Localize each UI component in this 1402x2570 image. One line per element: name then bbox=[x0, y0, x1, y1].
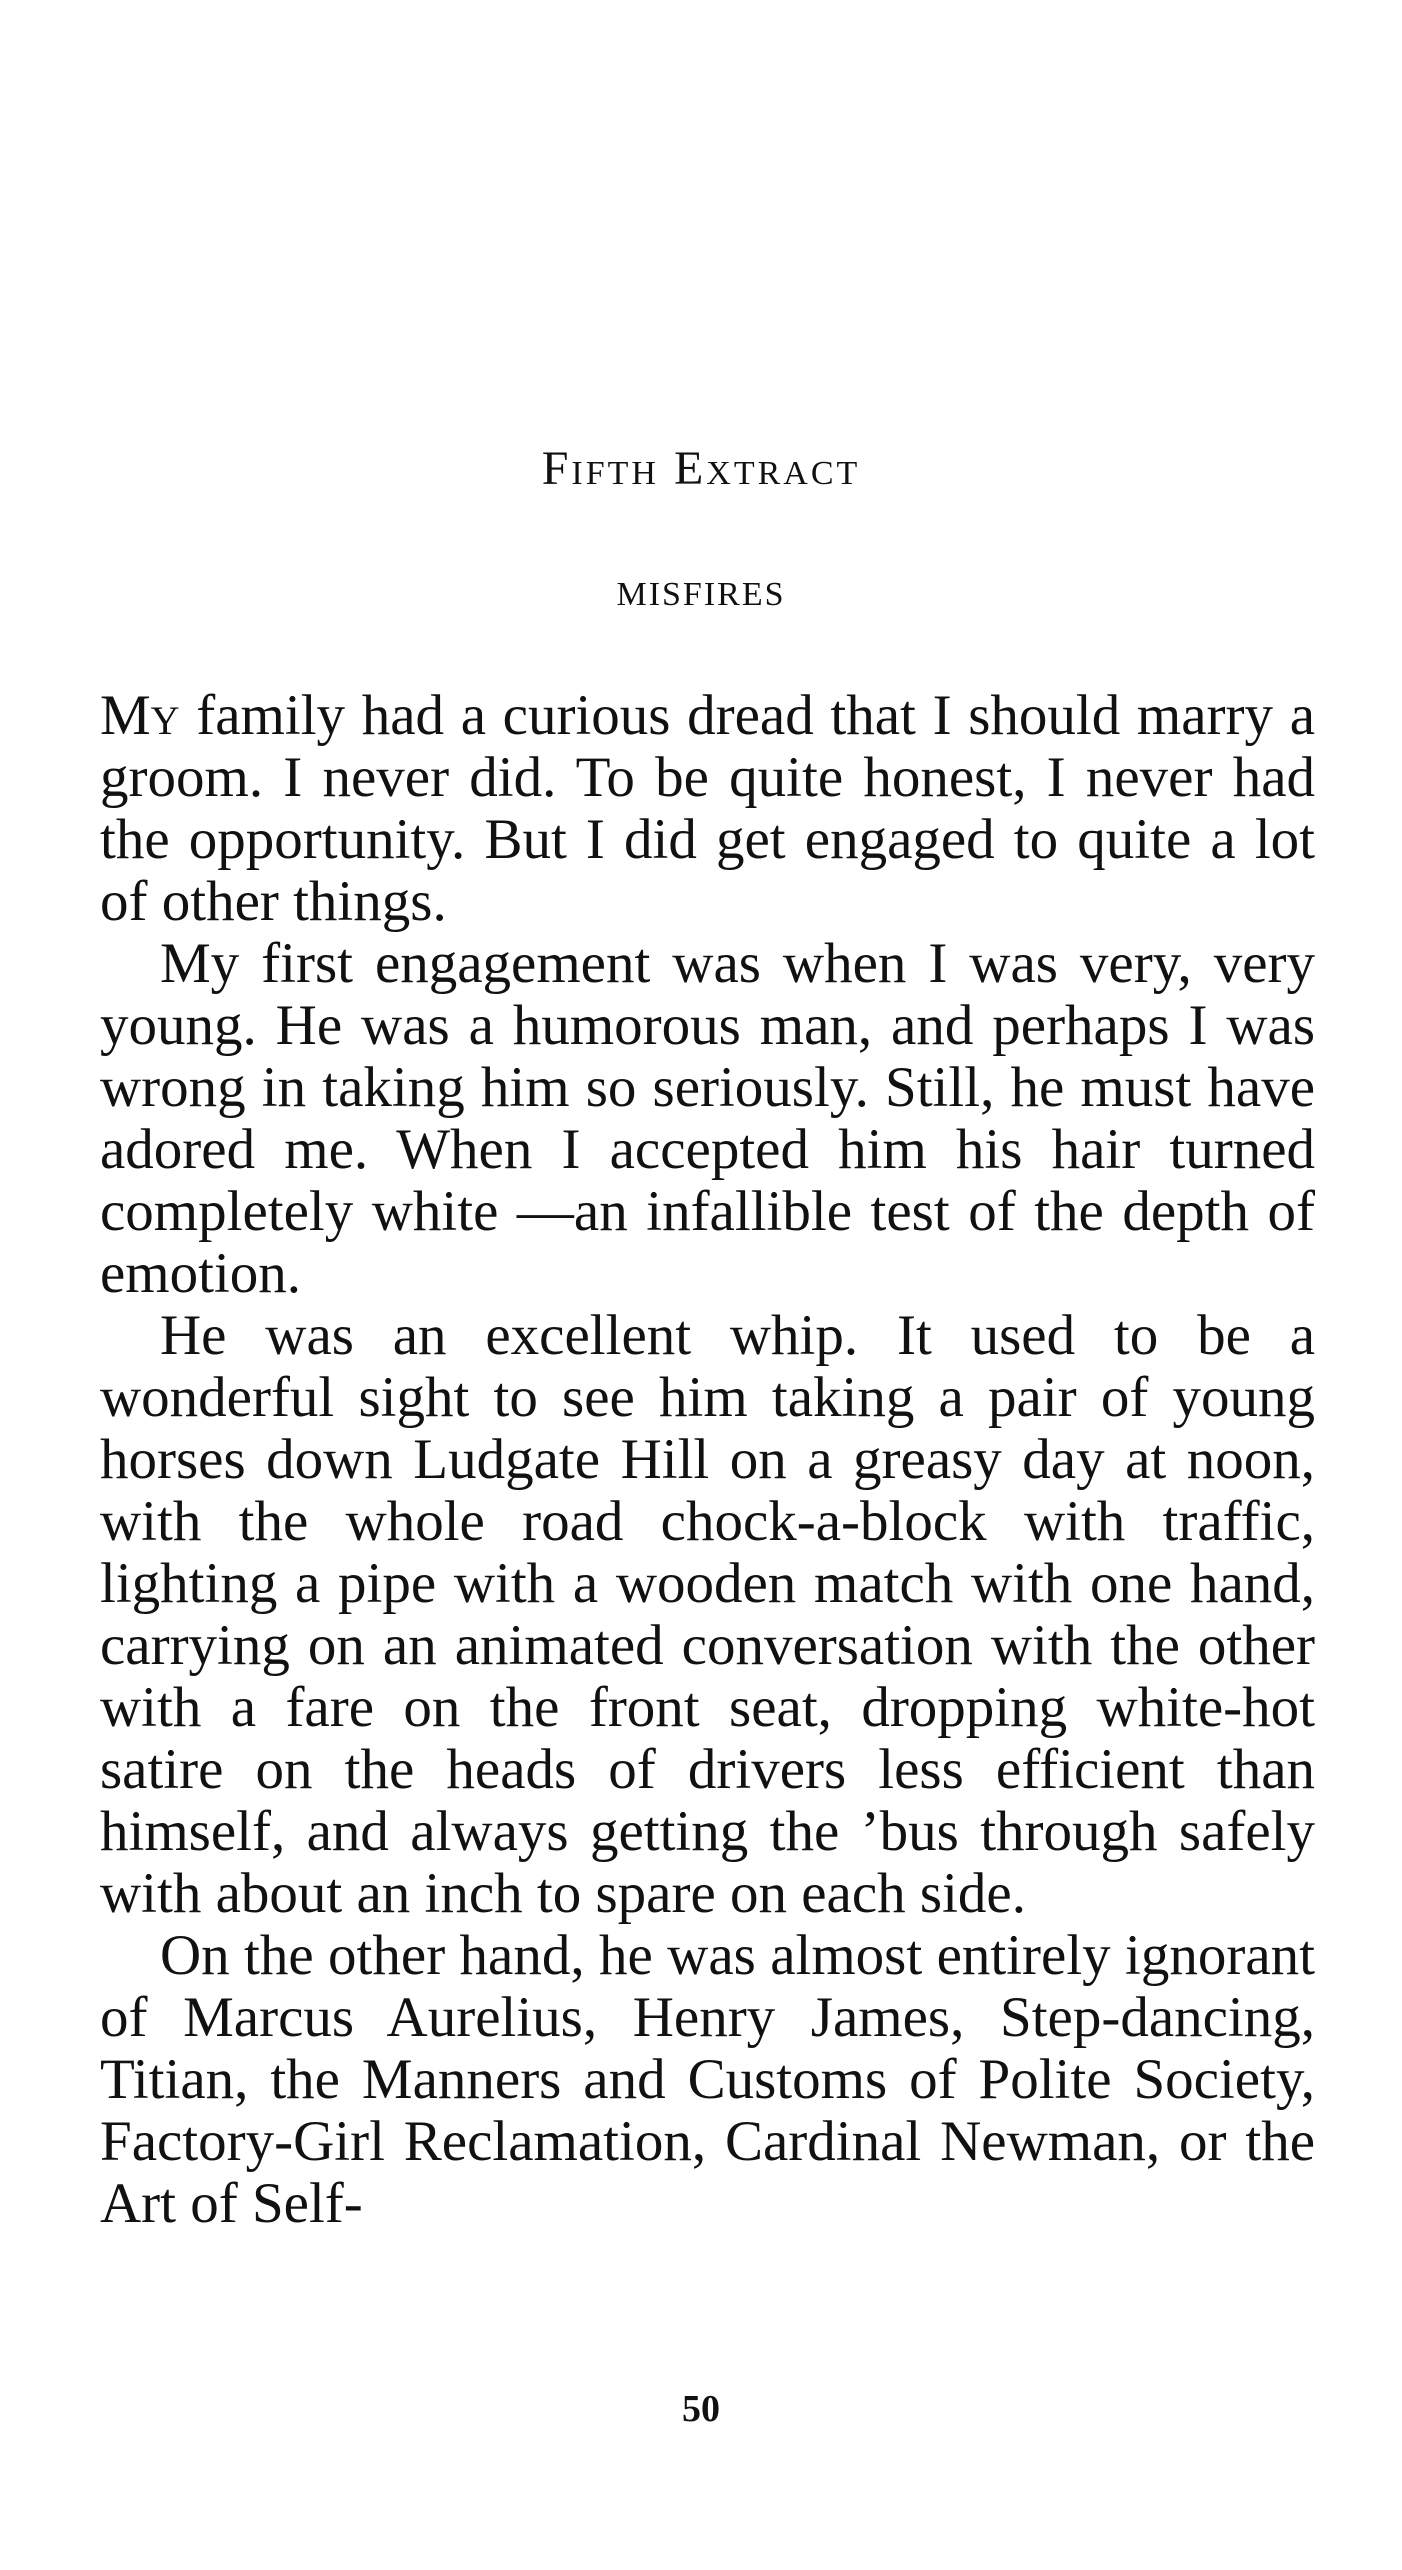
body-text bbox=[100, 685, 1315, 2235]
paragraph-text: He was an excellent whip. It used to be a wonderful sight to see him taking a pair of young horses down Ludgate Hill on a greasy day at noon, with the whole road chock-a-block with traffic, lighting a pipe with a wooden match with one hand, carrying on an animated conversation with the other with a fare on the front seat, dropping white-hot satire on the heads of drivers less efficient than himself, and always getting the ’bus through safely with about an inch to spare on each side. bbox=[100, 1304, 1315, 1925]
chapter-subtitle: MISFIRES bbox=[616, 576, 786, 613]
paragraph bbox=[100, 1925, 1315, 2235]
paragraph bbox=[100, 1305, 1315, 1925]
paragraph-text: On the other hand, he was almost entirely ignorant of Marcus Aurelius, Henry James, Step-dancing, Titian, the Manners and Customs of Polite Society, Factory-Girl Reclamation, Cardinal Newman, or the Art of Self- bbox=[100, 1924, 1315, 2235]
page-number: 50 bbox=[682, 2388, 720, 2430]
paragraph-text: My first engagement was when I was very, very young. He was a humorous man, and perhaps I was wrong in taking him so seriously. Still, he must have adored me. When I accepted him his hair turned completely white —an infallible test of the depth of emotion. bbox=[100, 932, 1315, 1305]
paragraph bbox=[100, 685, 1315, 933]
paragraph-text: family had a curious dread that I should marry a groom. I never did. To be quite honest, I never had the opportunity. But I did get engaged to quite a lot of other things. bbox=[100, 684, 1315, 933]
paragraph-lead-word: My bbox=[100, 684, 180, 747]
chapter-title: Fifth Extract bbox=[541, 442, 861, 495]
paragraph bbox=[100, 933, 1315, 1305]
